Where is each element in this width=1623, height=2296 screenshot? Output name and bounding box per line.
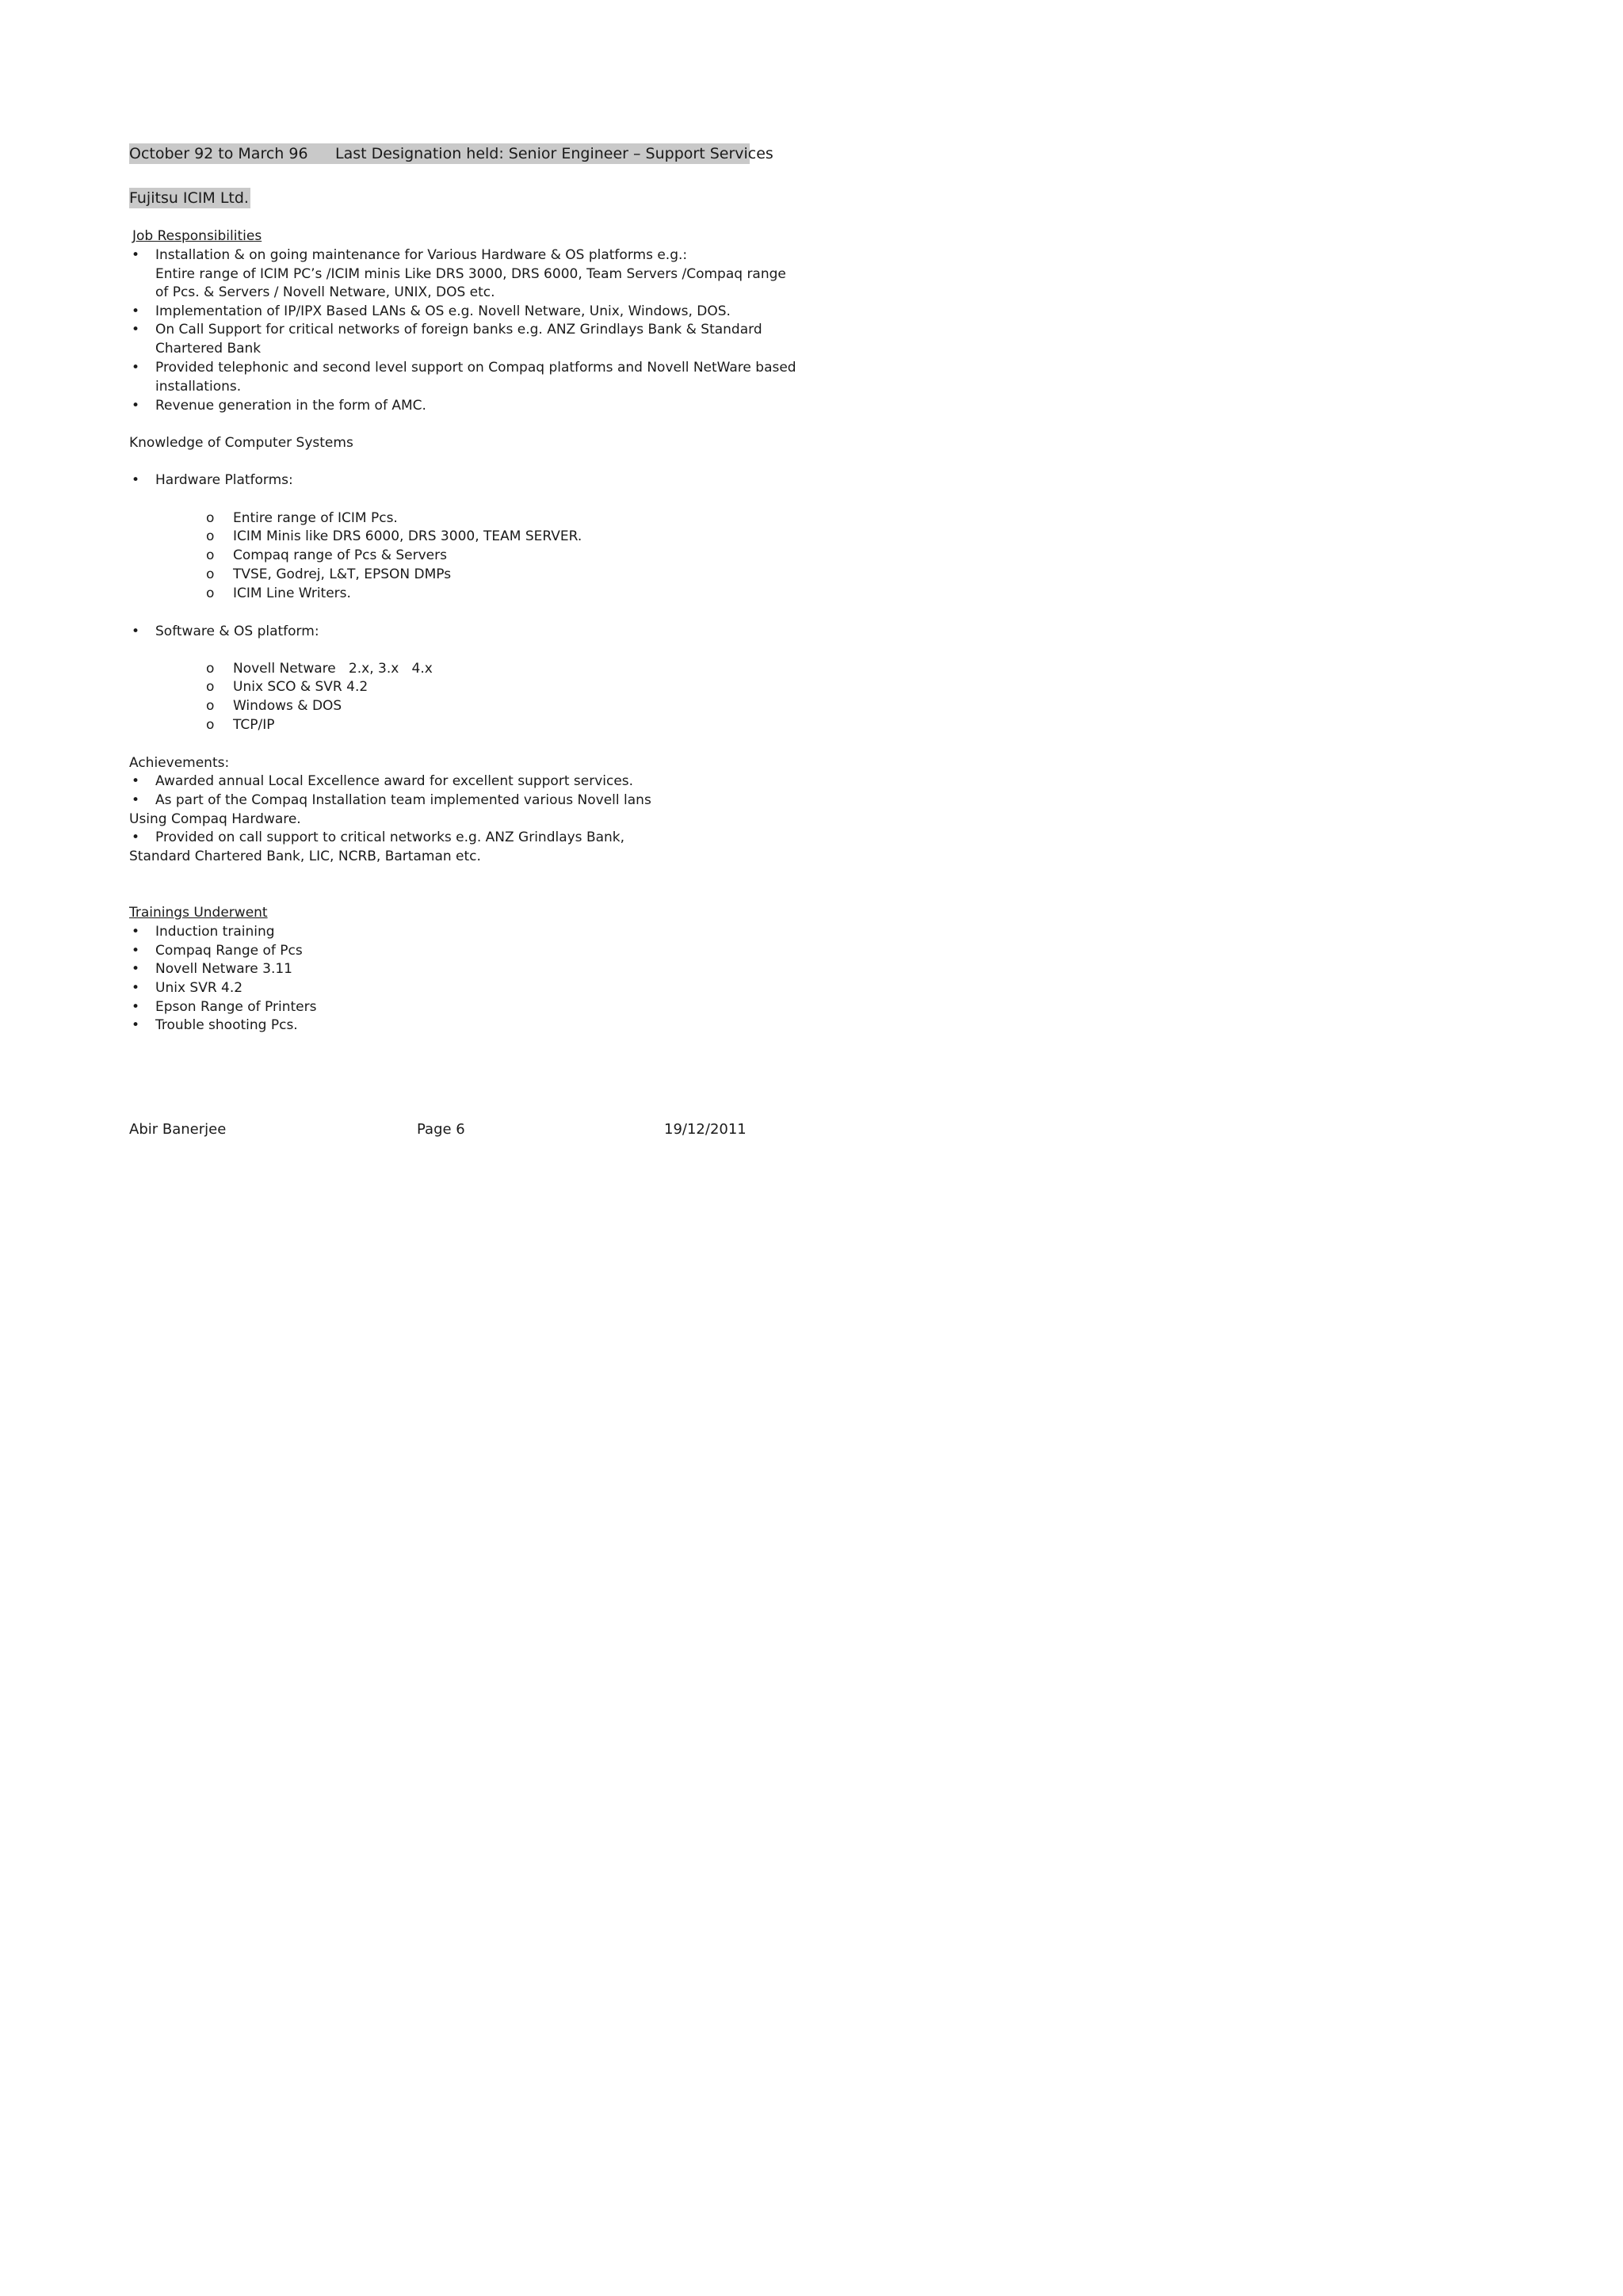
job-item-line: Revenue generation in the form of AMC. [155, 398, 426, 414]
job-item-line: Chartered Bank [155, 341, 262, 357]
bullet-icon: • [132, 980, 140, 996]
software-platform-label: Software & OS platform: [155, 624, 319, 639]
hardware-item: Compaq range of Pcs & Servers [233, 547, 447, 563]
company-name: Fujitsu ICIM Ltd. [129, 189, 249, 207]
hardware-item: ICIM Minis like DRS 6000, DRS 3000, TEAM SERVER. [233, 528, 582, 544]
knowledge-heading: Knowledge of Computer Systems [129, 435, 353, 451]
circle-bullet-icon: o [206, 661, 215, 677]
bullet-icon: • [132, 360, 140, 376]
bullet-icon: • [132, 1017, 140, 1033]
hardware-item: Entire range of ICIM Pcs. [233, 510, 398, 526]
circle-bullet-icon: o [206, 679, 215, 695]
job-responsibilities-heading: Job Responsibilities [132, 228, 262, 244]
bullet-icon: • [132, 999, 140, 1015]
bullet-icon: • [132, 943, 140, 959]
job-item-line: Implementation of IP/IPX Based LANs & OS e.g. Novell Netware, Unix, Windows, DOS. [155, 303, 731, 319]
achievements-heading: Achievements: [129, 755, 230, 771]
footer-date: 19/12/2011 [664, 1121, 747, 1138]
job-item-line: Provided telephonic and second level support on Compaq platforms and Novell NetWare based [155, 360, 796, 376]
employment-period: October 92 to March 96 [129, 145, 308, 162]
achievement-item-continuation: Standard Chartered Bank, LIC, NCRB, Bartaman etc. [129, 849, 481, 864]
circle-bullet-icon: o [206, 566, 215, 582]
training-item: Induction training [155, 924, 275, 940]
bullet-icon: • [132, 398, 140, 414]
achievement-item: Awarded annual Local Excellence award for excellent support services. [155, 773, 634, 789]
software-item: Windows & DOS [233, 698, 342, 714]
achievement-item: As part of the Compaq Installation team implemented various Novell lans [155, 792, 651, 808]
achievement-item: Provided on call support to critical networks e.g. ANZ Grindlays Bank, [155, 830, 625, 845]
training-item: Novell Netware 3.11 [155, 961, 292, 977]
bullet-icon: • [132, 303, 140, 319]
circle-bullet-icon: o [206, 717, 215, 733]
designation: Last Designation held: Senior Engineer – Support Services [335, 145, 773, 162]
circle-bullet-icon: o [206, 698, 215, 714]
hardware-item: ICIM Line Writers. [233, 585, 351, 601]
job-item-line: installations. [155, 379, 242, 395]
bullet-icon: • [132, 624, 140, 639]
training-item: Compaq Range of Pcs [155, 943, 303, 959]
job-item-line: On Call Support for critical networks of foreign banks e.g. ANZ Grindlays Bank & Standard [155, 322, 762, 338]
circle-bullet-icon: o [206, 528, 215, 544]
circle-bullet-icon: o [206, 547, 215, 563]
bullet-icon: • [132, 773, 140, 789]
software-item: Unix SCO & SVR 4.2 [233, 679, 369, 695]
trainings-heading: Trainings Underwent [129, 905, 268, 921]
bullet-icon: • [132, 792, 140, 808]
circle-bullet-icon: o [206, 585, 215, 601]
bullet-icon: • [132, 961, 140, 977]
training-item: Trouble shooting Pcs. [155, 1017, 298, 1033]
footer-author: Abir Banerjee [129, 1121, 227, 1138]
hardware-platforms-label: Hardware Platforms: [155, 472, 293, 488]
job-item-line: of Pcs. & Servers / Novell Netware, UNIX, DOS etc. [155, 284, 495, 300]
software-item: Novell Netware 2.x, 3.x 4.x [233, 661, 433, 677]
hardware-item: TVSE, Godrej, L&T, EPSON DMPs [233, 566, 452, 582]
circle-bullet-icon: o [206, 510, 215, 526]
software-item: TCP/IP [233, 717, 275, 733]
bullet-icon: • [132, 472, 140, 488]
bullet-icon: • [132, 924, 140, 940]
job-item-line: Entire range of ICIM PC’s /ICIM minis Like DRS 3000, DRS 6000, Team Servers /Compaq range [155, 266, 786, 282]
achievement-item-continuation: Using Compaq Hardware. [129, 811, 301, 827]
bullet-icon: • [132, 322, 140, 338]
training-item: Epson Range of Printers [155, 999, 317, 1015]
bullet-icon: • [132, 830, 140, 845]
job-item-line: Installation & on going maintenance for Various Hardware & OS platforms e.g.: [155, 247, 688, 263]
bullet-icon: • [132, 247, 140, 263]
footer-page-number: Page 6 [417, 1121, 465, 1138]
training-item: Unix SVR 4.2 [155, 980, 243, 996]
